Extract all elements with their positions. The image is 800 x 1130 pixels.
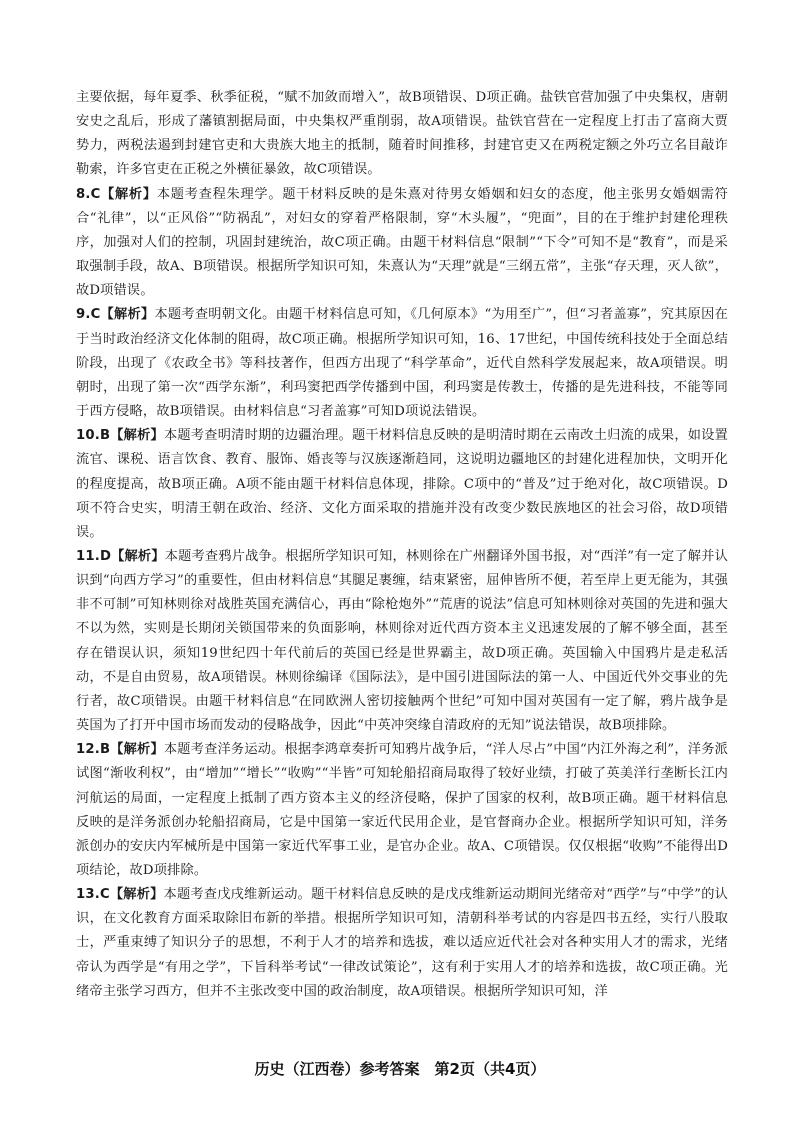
- answer-11-text: 本题考查鸦片战争。根据所学知识可知，林则徐在广州翻译外国书报，对“西洋”有一定了解并认识到“向西方学习”的重要性，但由材料信息“其腿足裹缠，结束紧密，屈伸皆所不便，若至岸上更无能为，其强非不可制”可知林则徐对战胜英国充满信心，再由“除枪炮外”“荒唐的说法”信息可知林则徐对英国的先进和强大不以为然，实则是长期闭关锁国带来的负面影响，林则徐对近代西方资本主义迅速发展的了解不够全面，甚至存在错误认识，须知19世纪四十年代前后的英国已经是世界霸主，故D项正确。英国输入中国鸦片是走私活动，不是自由贸易，故A项错误。林则徐编译《国际法》，是中国引进国际法的第一人、中国近代外交事业的先行者，故C项错误。由题干材料信息“在同欧洲人密切接触两个世纪”可知中国对英国有一定了解，鸦片战争是英国为了打开中国市场而发动的侵略战争，因此“中英冲突缘自清政府的无知”说法错误，故B项排除。: [76, 548, 728, 734]
- paragraph-text: 主要依据，每年夏季、秋季征税，“赋不加敛而增入”，故B项错误、D项正确。盐铁官营加强了中央集权，唐朝安史之乱后，形成了藩镇割据局面，中央集权严重削弱，故A项错误。盐铁官营在一定程度上打击了富商大贾势力，两税法遏到封建官吏和大贵族大地主的抵制，随着时间推移，封建官吏又在两税定额之外巧立名目敲诈勒索，许多官吏在正税之外横征暴敛，故C项错误。: [76, 90, 728, 178]
- paragraph-continuation: [76, 86, 728, 183]
- answer-text-body: [76, 86, 728, 1004]
- answer-13-label: 13.C【解析】: [76, 887, 164, 903]
- answer-8-text: 本题考查程朱理学。题干材料反映的是朱熹对待男女婚姻和妇女的态度，他主张男女婚姻需符合“礼律”，以“正风俗”“防祸乱”，对妇女的穿着严格限制，穿“木头履”，“兜面”，目的在于维护封建伦理秩序，加强对人们的控制，巩固封建统治，故C项正确。由题干材料信息“限制”“下令”可知不是“教育”，而是采取强制手段，故A、B项错误。根据所学知识可知，朱熹认为“天理”就是“三纲五常”，主张“存天理，灭人欲”，故D项错误。: [76, 186, 729, 299]
- answer-8-paragraph: [76, 183, 728, 304]
- answer-13-text: 本题考查戊戌维新运动。题干材料信息反映的是戊戌维新运动期间光绪帝对“西学”与“中学”的认识，在文化教育方面采取除旧布新的举措。根据所学知识可知，清朝科举考试的内容是四书五经，实行八股取士，严重束缚了知识分子的思想，不利于人才的培养和选拔，难以适应近代社会对各种实用人才的需求，光绪帝认为西学是“有用之学”，下旨科举考试“一律改试策论”，这有利于实用人才的培养和选拔，故C项正确。光绪帝主张学习西方，但并不主张改变中国的政治制度，故A项错误。根据所学知识可知，洋: [76, 887, 728, 999]
- answer-9-label: 9.C【解析】: [76, 307, 155, 323]
- answer-10-paragraph: [76, 424, 728, 545]
- answer-11-paragraph: [76, 545, 728, 738]
- answer-12-text: 本题考查洋务运动。根据李鸿章奏折可知鸦片战争后，“洋人尽占”中国“内江外海之利”，洋务派试图“渐收利权”，由“增加”“增长”“收购”“半皆”可知轮船招商局取得了较好业绩，打破了英美洋行垄断长江内河航运的局面，一定程度上抵制了西方资本主义的经济侵略，保护了国家的权利，故B项正确。题干材料信息反映的是洋务派创办轮船招商局，它是中国第一家近代民用企业，是官督商办企业。根据所学知识可知，洋务派创办的安庆内军械所是中国第一家近代军事工业，是官办企业。故A、C项错误。仅仅根据“收购”不能得出D项结论，故D项排除。: [76, 742, 729, 878]
- answer-12-label: 12.B【解析】: [76, 742, 164, 758]
- answer-9-text: 本题考查明朝文化。由题干材料信息可知，《几何原本》“为用至广”，但“习者盖寡”，究其原因在于当时政治经济文化体制的阻碍，故C项正确。根据所学知识可知，16、17世纪，中国传统科技处于全面总结阶段，出现了《农政全书》等科技著作，但西方出现了“科学革命”，近代自然科学发展起来，故A项错误。明朝时，出现了第一次“西学东渐”，利玛窦把西学传播到中国，利玛窦是传教士，传播的是先进科技，不能等同于西方侵略，故B项错误。由材料信息“习者盖寡”可知D项说法错误。: [76, 307, 728, 420]
- answer-9-paragraph: [76, 303, 728, 424]
- answer-11-label: 11.D【解析】: [76, 548, 165, 564]
- answer-10-text: 本题考查明清时期的边疆治理。题干材料信息反映的是明清时期在云南改土归流的成果，如设置流官、课税、语言饮食、教育、服饰、婚丧等与汉族逐渐趋同，这说明边疆地区的封建化进程加快，文明开化的程度提高，故B项正确。A项不能由题干材料信息体现，排除。C项中的“普及”过于绝对化，故C项错误。D项不符合史实，明清王朝在政治、经济、文化方面采取的措施并没有改变少数民族地区的社会习俗，故D项错误。: [76, 428, 728, 540]
- answer-10-label: 10.B【解析】: [76, 428, 164, 444]
- answer-8-label: 8.C【解析】: [76, 186, 157, 202]
- page-footer: 历史（江西卷）参考答案 第2页（共4页）: [254, 1060, 546, 1078]
- answer-12-paragraph: [76, 738, 728, 883]
- answer-13-paragraph: [76, 883, 728, 1004]
